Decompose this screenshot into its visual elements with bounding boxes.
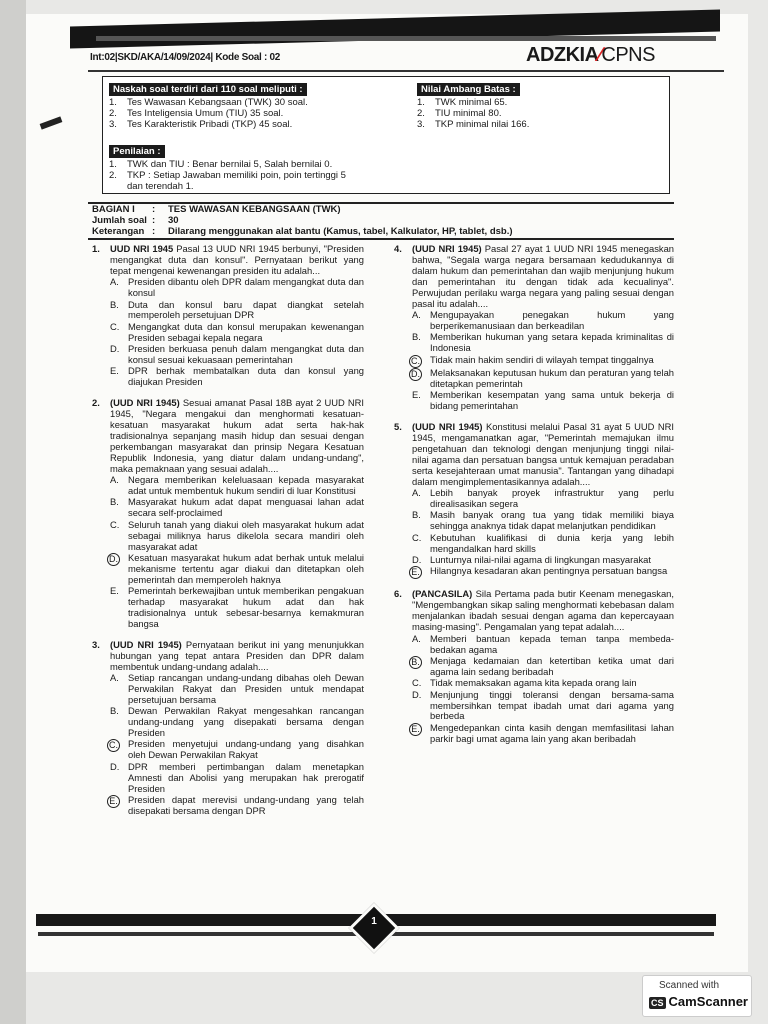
question-number: 5. [394,421,402,433]
answer-option [412,488,674,510]
question-text [412,422,674,487]
question-stem [394,244,674,309]
option-text: Memberikan hukuman yang setara kepada kriminalitas di Indonesia [430,331,674,354]
option-text: Menjaga kedamaian dan ketertiban ketika umat dari agama lain sedang beribadah [430,654,674,677]
option-text: Lunturnya nilai-nilai agama di lingkungan masyarakat [430,554,651,566]
option-text: Kebutuhan kualifikasi di dunia kerja yang lebih mengandalkan hard skills [430,531,674,554]
option-letter: B. [412,331,421,343]
option-letter: A. [110,672,119,684]
option-letter: A. [412,308,421,320]
question-stem [92,244,364,277]
logo-slash-icon: ∕ [598,44,602,66]
question-stem [92,640,364,673]
question-text [110,244,364,277]
question-topic: (UUD NRI 1945) [412,243,482,254]
option-letter-circled: E. [409,723,422,736]
ambang-title: Nilai Ambang Batas : [417,83,520,96]
info-box [102,76,670,194]
answer-options [412,310,674,412]
question-body: Sila Pertama pada butir Keenam menegaskan, "Mengembangkan sikap saling menghormati kebebasan dalam menjalankan ibadah sesuai dengan agama dan kepercayaan masing-masing". Pengamalan yang tepat adalah.... [412,588,674,633]
option-letter-circled: D. [411,369,420,380]
option-letter [110,795,128,817]
list-item [109,108,407,119]
answer-option [412,355,674,368]
meta-bottom-rule [88,238,674,240]
option-letter-circled: D. [109,553,118,564]
option-letter: D. [110,760,120,772]
question-number: 3. [92,638,100,650]
answer-options [110,277,364,388]
meta-key: Jumlah soal [92,215,147,226]
meta-row [92,226,513,237]
answer-option [412,390,674,412]
question [394,589,674,744]
item-number: 1. [417,97,425,108]
answer-options [412,634,674,745]
option-letter: C. [412,531,422,543]
item-text: TKP : Setiap Jawaban memiliki poin, poin tertinggi 5 dan terendah 1. [127,170,346,192]
option-text: Memberi bantuan kepada teman tanpa membeda-bedakan agama [430,632,674,655]
option-letter: A. [110,276,119,288]
penilaian-list [109,159,359,192]
question-stem [92,398,364,474]
option-letter: B. [412,509,421,521]
camscanner-logo-icon: CS [651,998,664,1008]
answer-option [412,533,674,555]
answer-option [110,497,364,519]
answer-option [110,706,364,739]
answer-option [110,586,364,630]
option-letter: D. [412,554,422,566]
option-letter-circled: B. [409,656,422,669]
question-number: 2. [92,397,100,409]
question-number: 6. [394,588,402,600]
question-body: Sesuai amanat Pasal 18B ayat 2 UUD NRI 1945, "Negara mengakui dan menghormati kesatuan-kesatuan masyarakat hukum adat serta hak-hak tradisionalnya sepanjang masih hidup dan sesuai dengan perkembangan masyarakat dan prinsip Negara Kesatuan Republik Indonesia, yang diatur dalam undang-undang", maka pemaknaan yang sesuai adalah.... [110,397,365,474]
answer-option [412,656,674,678]
option-text: Presiden menyetujui undang-undang yang disahkan oleh Dewan Perwakilan Rakyat [128,738,364,761]
option-text: Hilangnya kesadaran akan pentingnya persatuan bangsa [430,565,668,577]
answer-option [412,690,674,723]
exam-code: Int:02|SKD/AKA/14/09/2024| Kode Soal : 02 [90,52,281,63]
option-letter [110,739,128,761]
item-text: Tes Karakteristik Pribadi (TKP) 45 soal. [127,119,293,130]
meta-value: TES WAWASAN KEBANGSAAN (TWK) [168,204,341,215]
item-text: Tes Wawasan Kebangsaan (TWK) 30 soal. [127,97,308,108]
ambang-section [417,79,667,130]
question-number: 1. [92,243,100,254]
question [394,422,674,579]
answer-option [110,762,364,795]
answer-options [110,673,364,817]
option-letter [412,723,430,745]
naskah-title: Naskah soal terdiri dari 110 soal meliputi : [109,83,307,96]
answer-option [110,553,364,586]
list-item [417,97,667,108]
watermark-brand: CamScanner [668,994,748,1009]
option-text: Mengupayakan penegakan hukum yang berperikemanusiaan dan berkeadilan [430,308,674,331]
option-letter: C. [412,677,422,689]
answer-option [412,678,674,689]
option-letter: B. [110,705,119,717]
answer-option [110,520,364,553]
option-letter [412,566,430,579]
item-text: TWK minimal 65. [435,97,508,108]
option-letter [110,553,128,586]
option-letter [412,656,430,678]
question-topic: (UUD NRI 1945) [412,421,483,433]
answer-option [412,310,674,332]
option-text: Kesatuan masyarakat hukum adat berhak untuk melalui mekanisme tertentu agar diakui dan ditetapkan oleh pemerintah dan memperoleh haknya [128,551,364,585]
question [394,244,674,412]
questions-left-column [92,244,364,827]
question-text [412,589,674,633]
camscanner-watermark [642,975,752,1017]
question-stem [394,589,674,633]
option-letter: B. [110,496,119,508]
naskah-list [109,97,407,130]
item-number: 1. [109,159,117,170]
question [92,398,364,630]
question-body: Pernyataan berikut ini yang menunjukkan hubungan yang tepat antara Presiden dan DPR dalam membentuk undang-undang adalah.... [110,638,364,672]
watermark-line1: Scanned with [659,980,720,991]
option-text: DPR berhak membatalkan duta dan konsul yang diajukan Presiden [128,365,364,388]
option-letter-circled: C. [109,740,118,751]
option-text: Tidak main hakim sendiri di wilayah tempat tinggalnya [430,353,654,365]
option-letter: E. [110,585,119,597]
list-item [417,108,667,119]
option-letter: A. [110,474,119,486]
option-letter: E. [412,389,421,401]
answer-option [412,555,674,566]
list-item [417,119,667,130]
option-letter: D. [110,343,120,355]
option-text: Masyarakat hukum adat dapat menguasai lahan adat secara self-proclaimed [128,496,364,519]
item-text: TWK dan TIU : Benar bernilai 5, Salah bernilai 0. [127,159,333,170]
option-text: Dewan Perwakilan Rakyat mengesahkan rancangan undang-undang yang disepakati bersama dengan Presiden [128,705,364,739]
penilaian-section [109,141,359,192]
penilaian-title: Penilaian : [109,145,165,158]
answer-option [412,332,674,354]
answer-option [412,368,674,390]
meta-colon: : [152,204,156,215]
item-number: 2. [417,108,425,119]
option-letter: B. [110,298,119,310]
question [92,640,364,817]
item-number: 2. [109,170,117,181]
meta-value: Dilarang menggunakan alat bantu (Kamus, tabel, Kalkulator, HP, tablet, dsb.) [168,226,513,237]
option-text: Mengangkat duta dan konsul merupakan kewenangan Presiden sebagai kepala negara [128,320,364,343]
option-text: Memberikan kesempatan yang sama untuk bekerja di bidang pemerintahan [430,389,674,412]
meta-colon: : [152,226,156,237]
option-letter: C. [110,320,120,332]
questions-right-column [394,244,674,755]
option-text: Presiden dapat merevisi undang-undang yang telah disepakati bersama dengan DPR [128,794,364,816]
logo-sub: CPNS [601,44,655,66]
section-meta [92,204,513,237]
option-text: Duta dan konsul baru dapat diangkat setelah memperoleh persetujuan DPR [128,298,364,321]
option-letter-circled: E. [107,795,120,808]
question-body: Konstitusi melalui Pasal 31 ayat 5 UUD NRI 1945, mengamanatkan agar, "Pemerintah memajukan ilmu pengetahuan dan teknologi dengan menjunjung tinggi nilai-nilai agama dan persatuan bangsa untuk kemajuan peradaban serta kesejahteraan umat manusia". Tantangan yang dihadapi dalam mengimplementasikannya adalah.... [412,421,675,487]
list-item [109,119,407,130]
question-topic: (PANCASILA) [412,588,473,600]
question-stem [394,422,674,487]
option-letter: E. [110,365,119,377]
answer-option [110,673,364,706]
naskah-section [109,79,407,130]
option-text: DPR memberi pertimbangan dalam menetapkan Amnesti dan Abolisi yang merupakan hak prerogatif Presiden [128,760,364,794]
option-letter [412,368,430,390]
option-text: Presiden berkuasa penuh dalam mengangkat duta dan konsul sesuai kekuasaan pemerintahan [128,343,364,366]
watermark-line2 [649,994,748,1009]
option-text: Setiap rancangan undang-undang dibahas oleh Dewan Perwakilan Rakyat dan Presiden untuk mendapat persetujuan bersama [128,672,364,705]
meta-colon: : [152,215,156,226]
option-letter-circled: C. [411,355,420,366]
answer-option [412,634,674,656]
item-number: 1. [109,97,117,108]
meta-row [92,204,513,215]
option-text: Mengedepankan cinta kasih dengan memfasilitasi lahan parkir bagi umat agama lain yang akan beribadah [430,721,674,744]
option-text: Melaksanakan keputusan hukum dan peraturan yang telah ditetapkan pemerintah [430,367,674,389]
option-text: Pemerintah berkewajiban untuk memberikan pengakuan terhadap masyarakat hukum adat dan hak tradisionalnya untuk sebesar-besarnya kemakmuran bangsa [128,585,364,629]
question-body: Pasal 27 ayat 1 UUD NRI 1945 menegaskan bahwa, "Segala warga negara bersamaan kedudukannya di dalam hukum dan pemerintahan dan wajib menjunjung hukum dan pemerintahan itu dengan tidak ada kecualinya". Perwujudan perilaku warga negara yang paling sesuai dengan pasal itu adalah.... [412,243,674,309]
question-topic: (UUD NRI 1945) [110,397,180,409]
question-number: 4. [394,243,402,254]
question-topic: (UUD NRI 1945) [110,638,182,650]
meta-row [92,215,513,226]
answer-options [110,475,364,630]
meta-value: 30 [168,215,179,226]
answer-option [110,739,364,761]
logo-main: ADZKIA [526,44,599,66]
option-letter [412,355,430,368]
option-letter-circled: E. [409,566,422,579]
header-band-rule [96,36,716,41]
question-topic: UUD NRI 1945 [110,243,174,254]
item-text: TIU minimal 80. [435,108,502,119]
answer-option [110,322,364,344]
item-text: TKP minimal nilai 166. [435,119,530,130]
option-letter: A. [412,487,421,499]
answer-option [110,300,364,322]
item-text: Tes Inteligensia Umum (TIU) 35 soal. [127,108,284,119]
option-text: Presiden dibantu oleh DPR dalam mengangkat duta dan konsul [128,276,364,299]
option-text: Tidak memaksakan agama kita kepada orang lain [430,677,637,689]
question-text [412,244,674,309]
answer-option [110,366,364,388]
adzkia-logo [526,44,655,67]
scan-edge [0,0,26,1024]
option-letter: C. [110,518,120,530]
option-letter: A. [412,632,421,644]
option-text: Menjunjung tinggi toleransi dengan bersama-sama membersihkan tempat ibadah umat dari agama yang berbeda [430,688,674,722]
option-text: Negara memberikan keleluasaan kepada masyarakat adat untuk membentuk hukum sendiri di luar Konstitusi [128,474,364,497]
ambang-list [417,97,667,130]
item-number: 3. [109,119,117,130]
option-text: Masih banyak orang tua yang tidak memiliki biaya sehingga anaknya tidak dapat melanjutkan pendidikan [430,509,674,532]
option-text: Seluruh tanah yang diakui oleh masyarakat hukum adat sebagai miliknya harus dikelola secara mandiri oleh masyarakat adat [128,518,364,552]
question [92,244,364,388]
answer-option [412,510,674,532]
answer-option [110,344,364,366]
answer-option [412,566,674,579]
list-item [109,159,359,170]
header-rule [88,70,724,72]
answer-option [110,277,364,299]
question-text [110,640,364,673]
option-text: Lebih banyak proyek infrastruktur yang perlu direalisasikan segera [430,487,674,510]
answer-options [412,488,674,579]
list-item [109,170,359,192]
item-number: 3. [417,119,425,130]
list-item [109,97,407,108]
answer-option [412,723,674,745]
meta-key: BAGIAN I [92,204,135,215]
meta-key: Keterangan [92,226,145,237]
question-text [110,398,364,474]
question-body: Pasal 13 UUD NRI 1945 berbunyi, "Presiden mengangkat duta dan konsul". Pernyataan berikut yang tepat mengenai kewenangan presiden itu adalah... [110,243,364,276]
item-number: 2. [109,108,117,119]
option-letter: D. [412,688,422,700]
page-number: 1 [371,916,377,927]
answer-option [110,475,364,497]
answer-option [110,795,364,817]
